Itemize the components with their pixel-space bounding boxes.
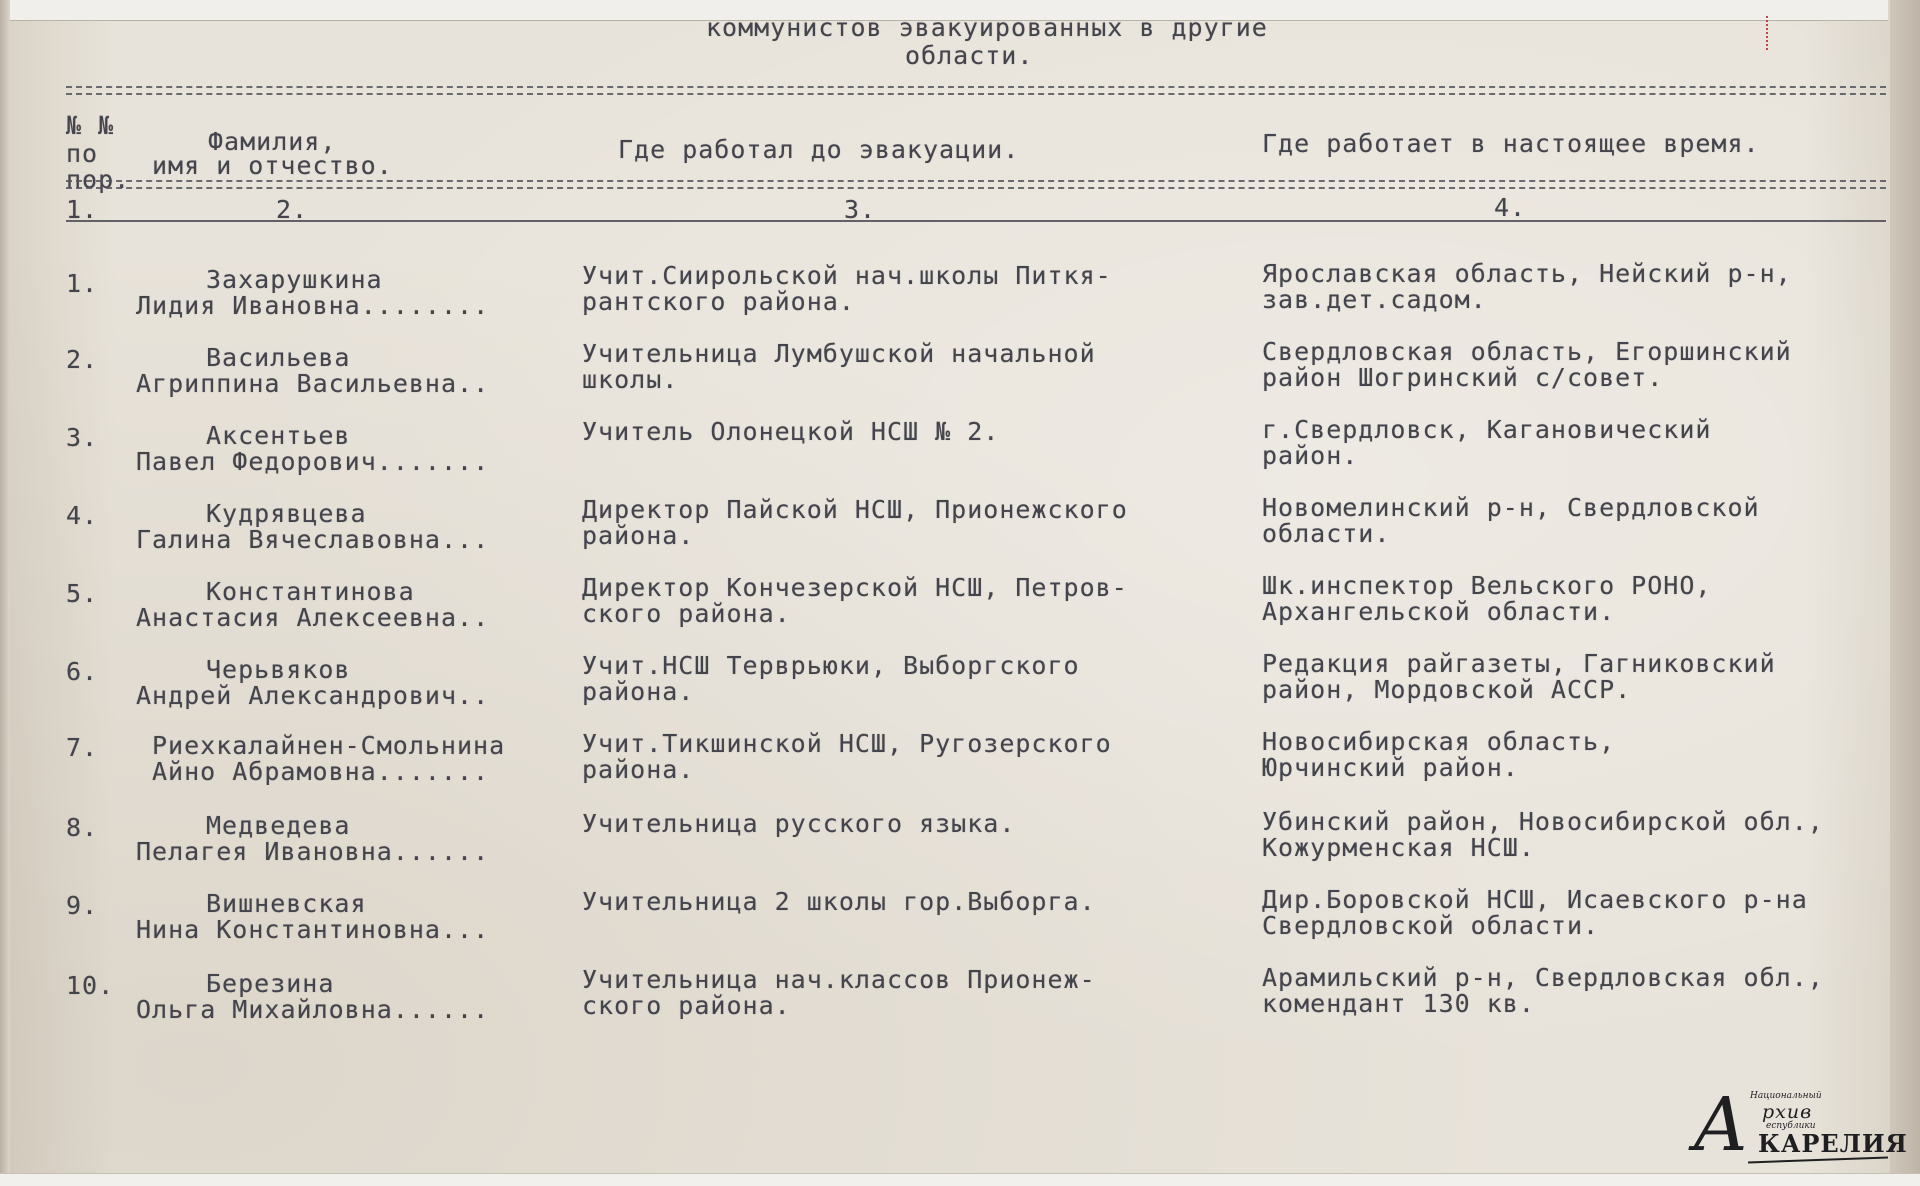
row-before-line-1: Учительница 2 школы гор.Выборга.	[582, 887, 1096, 916]
row-now-line-1: Новосибирская область,	[1262, 727, 1616, 756]
row-given-name: Лидия Ивановна........	[136, 291, 490, 320]
row-given-name: Ольга Михайловна......	[136, 995, 490, 1024]
document-title-line-2: области.	[905, 41, 1034, 70]
row-now-line-1: г.Свердловск, Кагановический	[1262, 415, 1712, 444]
row-now-line-2: комендант 130 кв.	[1262, 989, 1535, 1018]
row-before-line-2: ского района.	[582, 991, 791, 1020]
header-middle-rule	[66, 180, 1886, 189]
row-number: 4.	[66, 501, 99, 530]
column-number-4: 4.	[1494, 193, 1527, 222]
watermark-monogram: A	[1694, 1082, 1748, 1168]
row-surname: Черьвяков	[206, 655, 351, 684]
row-before-line-1: Учит.Сиирольской нач.школы Питкя-	[582, 261, 1112, 290]
row-given-name: Андрей Александрович..	[136, 681, 490, 710]
row-now-line-2: район.	[1262, 441, 1359, 470]
column-number-1: 1.	[66, 195, 99, 224]
row-before-line-1: Учитель Олонецкой НСШ № 2.	[582, 417, 1000, 446]
row-before-line-1: Директор Кончезерской НСШ, Петров-	[582, 573, 1128, 602]
row-before-line-2: района.	[582, 521, 695, 550]
row-number: 2.	[66, 345, 99, 374]
row-before-line-2: школы.	[582, 365, 679, 394]
row-number: 6.	[66, 657, 99, 686]
row-before-line-2: ского района.	[582, 599, 791, 628]
row-now-line-1: Арамильский р-н, Свердловская обл.,	[1262, 963, 1824, 992]
row-surname: Березина	[206, 969, 335, 998]
archive-watermark-logo	[1694, 1082, 1908, 1175]
row-surname: Риехкалайнен-Смольнина	[152, 731, 506, 760]
row-now-line-2: зав.дет.садом.	[1262, 285, 1487, 314]
row-surname: Захарушкина	[206, 265, 383, 294]
row-before-line-1: Учительница нач.классов Прионеж-	[582, 965, 1096, 994]
document-title-line-1: коммунистов эвакуированных в другие	[706, 13, 1268, 42]
row-surname: Медведева	[206, 811, 351, 840]
row-surname: Вишневская	[206, 889, 367, 918]
row-number: 5.	[66, 579, 99, 608]
page-left-edge	[0, 0, 10, 1186]
row-now-line-2: области.	[1262, 519, 1391, 548]
header-col2-line-2: имя и отчество.	[152, 151, 393, 180]
header-bottom-rule	[66, 220, 1886, 222]
row-surname: Васильева	[206, 343, 351, 372]
header-col3: Где работал до эвакуации.	[618, 135, 1020, 164]
column-number-2: 2.	[276, 195, 309, 224]
row-given-name: Павел Федорович.......	[136, 447, 490, 476]
header-top-rule	[66, 86, 1886, 95]
row-number: 7.	[66, 733, 99, 762]
row-now-line-1: Ярославская область, Нейский р-н,	[1262, 259, 1792, 288]
page-bottom-edge	[0, 1173, 1920, 1186]
row-surname: Аксентьев	[206, 421, 351, 450]
row-number: 10.	[66, 971, 115, 1000]
row-given-name: Анастасия Алексеевна..	[136, 603, 490, 632]
row-before-line-1: Учит.Тикшинской НСШ, Ругозерского	[582, 729, 1112, 758]
row-given-name: Агриппина Васильевна..	[136, 369, 490, 398]
row-now-line-2: Свердловской области.	[1262, 911, 1600, 940]
row-now-line-2: район Шогринский с/совет.	[1262, 363, 1664, 392]
row-now-line-2: Кожурменская НСШ.	[1262, 833, 1535, 862]
row-now-line-1: Свердловская область, Егоршинский	[1262, 337, 1792, 366]
header-col1-line-2: по	[66, 139, 99, 168]
row-surname: Кудрявцева	[206, 499, 367, 528]
row-before-line-1: Учит.НСШ Терврьюки, Выборгского	[582, 651, 1080, 680]
row-number: 3.	[66, 423, 99, 452]
row-now-line-1: Шк.инспектор Вельского РОНО,	[1262, 571, 1712, 600]
watermark-line-4: КАРЕЛИЯ	[1758, 1129, 1908, 1158]
row-given-name: Нина Константиновна...	[136, 915, 490, 944]
row-before-line-2: рантского района.	[582, 287, 855, 316]
row-number: 9.	[66, 891, 99, 920]
row-before-line-1: Директор Пайской НСШ, Прионежского	[582, 495, 1128, 524]
page-right-edge	[1890, 0, 1920, 1186]
row-before-line-1: Учительница русского языка.	[582, 809, 1016, 838]
row-given-name: Галина Вячеславовна...	[136, 525, 490, 554]
header-col1-line-3: пор.	[66, 165, 131, 194]
watermark-line-2: рхив	[1762, 1101, 1813, 1123]
row-before-line-2: района.	[582, 677, 695, 706]
row-before-line-2: района.	[582, 755, 695, 784]
watermark-line-3: еспублики	[1766, 1121, 1816, 1131]
column-number-3: 3.	[844, 195, 877, 224]
row-surname: Константинова	[206, 577, 415, 606]
row-now-line-2: Юрчинский район.	[1262, 753, 1519, 782]
header-col1-line-1: № №	[66, 111, 115, 140]
row-now-line-2: район, Мордовской АССР.	[1262, 675, 1632, 704]
header-col2-line-1: Фамилия,	[208, 127, 337, 156]
red-pencil-mark	[1766, 16, 1772, 50]
watermark-line-1: Национальный	[1750, 1091, 1822, 1101]
row-now-line-1: Убинский район, Новосибирской обл.,	[1262, 807, 1824, 836]
row-number: 8.	[66, 813, 99, 842]
row-now-line-1: Дир.Боровской НСШ, Исаевского р-на	[1262, 885, 1808, 914]
row-given-name: Пелагея Ивановна......	[136, 837, 490, 866]
header-col4: Где работает в настоящее время.	[1262, 129, 1760, 158]
row-now-line-1: Новомелинский р-н, Свердловской	[1262, 493, 1760, 522]
row-given-name: Айно Абрамовна.......	[152, 757, 490, 786]
row-number: 1.	[66, 269, 99, 298]
row-now-line-1: Редакция райгазеты, Гагниковский	[1262, 649, 1776, 678]
row-before-line-1: Учительница Лумбушской начальной	[582, 339, 1096, 368]
row-now-line-2: Архангельской области.	[1262, 597, 1616, 626]
